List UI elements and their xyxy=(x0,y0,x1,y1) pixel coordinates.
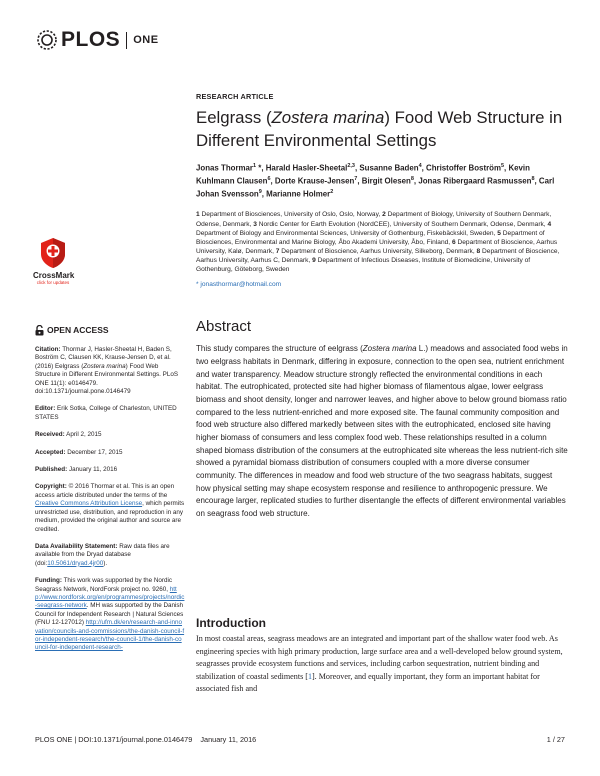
published-label: Published: xyxy=(35,466,68,474)
page-number: 1 / 27 xyxy=(546,735,565,744)
author-list xyxy=(196,161,568,200)
corresponding-email[interactable]: * jonasthormar@hotmail.com xyxy=(196,281,282,289)
introduction-heading: Introduction xyxy=(196,616,266,630)
affiliation-number: 1 xyxy=(196,211,200,219)
author-name: Birgit Olesen xyxy=(361,176,411,186)
author-affiliation-sup: 4 xyxy=(418,163,422,169)
affiliation-text: Department of Bioscience, Aarhus University, Kalø, Denmark, xyxy=(196,238,558,255)
article-title xyxy=(196,107,568,152)
abstract-italic: Zostera marina xyxy=(362,344,417,354)
published-block xyxy=(35,466,185,474)
author-separator: , xyxy=(354,163,360,173)
affiliation-list xyxy=(196,210,568,274)
author-affiliation-sup: 7 xyxy=(354,176,358,183)
author-affiliation-sup: 6 xyxy=(267,176,271,183)
copyright-text: © 2016 Thormar et al. This is an open access article distributed under the terms of the xyxy=(35,483,175,499)
author-separator: , xyxy=(421,163,427,173)
author-separator: , xyxy=(261,189,267,199)
author-affiliation-sup: 9 xyxy=(258,189,262,196)
abstract-part-1: This study compares the structure of eelgrass ( xyxy=(196,344,363,354)
abstract-text xyxy=(196,343,568,520)
article-main xyxy=(196,92,568,521)
affiliation-number: 2 xyxy=(382,211,386,219)
logo-sub: ONE xyxy=(133,34,159,46)
affiliation-text: Department of Bioscience, Aarhus University, Aarhus C, Denmark, xyxy=(196,248,560,265)
copyright-block xyxy=(35,483,185,533)
received-block xyxy=(35,431,185,439)
author-name: Jonas Thormar xyxy=(196,163,254,173)
accepted-block xyxy=(35,449,185,457)
affiliation-text: Department of Bioscience, Aarhus University, Silkeborg, Denmark, xyxy=(281,248,475,255)
author-name: Carl Johan Svensson xyxy=(196,176,555,199)
data-availability-text: Raw data files are available from the Dryad database (doi: xyxy=(35,542,170,567)
crossmark-badge[interactable] xyxy=(33,236,73,285)
citation-block xyxy=(35,346,185,396)
copyright-text-2: , which permits unrestricted use, distribution, and reproduction in any medium, provided the original author and source are credited. xyxy=(35,500,185,533)
article-type: RESEARCH ARTICLE xyxy=(196,92,274,101)
author-separator: *, xyxy=(256,163,266,173)
citation-label: Citation: xyxy=(35,346,61,353)
cc-license-link[interactable]: Creative Commons Attribution License xyxy=(35,500,143,508)
plos-logo-icon xyxy=(35,28,59,52)
affiliation-number: 7 xyxy=(275,248,280,255)
introduction-text xyxy=(196,633,568,696)
affiliation-text: Department of Biosciences, University of Oslo, Oslo, Norway, xyxy=(201,211,381,219)
published-date: January 11, 2016 xyxy=(68,466,118,474)
received-label: Received: xyxy=(35,431,65,439)
citation-italic: Zostera marina xyxy=(83,362,126,370)
ufm-link[interactable]: http://ufm.dk/en/research-and-innovation/councils-and-commissions/the-danish-council-for-independent-research/the-council-1/the-danish-council-for-independent-research- xyxy=(35,619,185,652)
crossmark-sub: click for updates xyxy=(36,280,70,285)
affiliation-number: 9 xyxy=(312,257,316,265)
author-affiliation-sup: 2 xyxy=(330,189,334,196)
reference-link-1[interactable]: 1 xyxy=(307,671,312,681)
author-affiliation-sup: 8 xyxy=(410,176,414,183)
open-access-label: OPEN ACCESS xyxy=(47,325,109,336)
citation-text: Thormar J, Hasler-Sheetal H, Baden S, Boström C, Clausen KK, Krause-Jensen D, et al. (2016) Eelgrass ( xyxy=(35,346,172,370)
page-footer xyxy=(35,735,565,744)
author-name: Dorte Krause-Jensen xyxy=(274,176,355,186)
editor-label: Editor: xyxy=(35,405,56,413)
affiliation-number: 6 xyxy=(451,238,456,246)
title-italic: Zostera marina xyxy=(271,108,385,127)
author-name: Jonas Ribergaard Rasmussen xyxy=(418,176,532,186)
author-name: Susanne Baden xyxy=(359,163,419,173)
author-name: Marianne Holmer xyxy=(266,189,331,199)
intro-part-2: ]. Moreover, and equally important, they form an important habitat for associated fish and xyxy=(196,671,540,694)
logo-text: PLOS xyxy=(61,28,121,51)
affiliation-text: Department of Biology, University of Southern Denmark, Odense, Denmark, xyxy=(196,211,552,228)
abstract-part-2: L.) meadows and associated food webs in two eelgrass habitats in Denmark, differing in exposure, connection to the open sea, nutrient enrichment and water transparency. Meadow structure strongly reflected the environmental conditions in each habitat. The eutrophicated, protected site had higher biomass of filamentous algae, lower eelgrass biomass and shoot density, longer and narrower leaves, and higher above to below ground biomass ratio compared to the less nutrient-enriched and more exposed site. The faunal community composition and food web structure also differed markedly between sites with the eutrophicated, enclosed site having higher biomass of consumers and less complex food web. These relationships resulted in a column shaped biomass distribution of the consumers at the eutrophicated site whereas the less nutrient-rich site showed a pyramidal biomass distribution of consumers coupled with a more diverse consumer community. The differences in meadow and food web structure of the two seagrass habitats, suggest how physical setting may shape ecosystem response and resilience to anthropogenic pressure. We encourage larger, replicated studies to further disentangle the effects of different environmental variables on seagrass food web structure. xyxy=(196,344,568,518)
author-separator: , xyxy=(504,163,509,173)
author-name: Harald Hasler-Sheetal xyxy=(265,163,348,173)
author-name: Christoffer Boström xyxy=(426,163,501,173)
open-lock-icon xyxy=(35,325,44,336)
author-name: Kevin Kuhlmann Clausen xyxy=(196,163,530,186)
author-affiliation-sup: 5 xyxy=(500,163,505,169)
funding-block xyxy=(35,577,185,653)
author-affiliation-sup: 1 xyxy=(253,163,257,169)
open-access-badge xyxy=(35,325,185,336)
affiliation-text: Department of Infectious Diseases, Institute of Biomedicine, University of Gothenburg, Göteborg, Sweden xyxy=(196,257,531,274)
funding-text-2: . MH was supported by the Danish Council for Independent Research | Natural Sciences (FNU 12-127012) xyxy=(35,602,184,627)
funding-label: Funding: xyxy=(35,577,62,585)
author-affiliation-sup: 8 xyxy=(531,176,535,183)
article-metadata-sidebar xyxy=(35,325,185,662)
nordforsk-link[interactable]: http://www.nordforsk.org/en/programmes/projects/nordic-seagrass-network xyxy=(35,585,185,610)
logo-divider xyxy=(126,32,127,49)
affiliation-number: 5 xyxy=(497,229,501,237)
affiliation-number: 4 xyxy=(547,220,552,228)
copyright-label: Copyright: xyxy=(35,483,67,491)
author-separator: , xyxy=(357,176,362,186)
abstract-heading: Abstract xyxy=(196,318,252,336)
accepted-date: December 17, 2015 xyxy=(67,448,123,456)
title-post: ) Food Web Structure in Different Environmental Settings xyxy=(196,108,563,150)
funding-text: This work was supported by the Nordic Seagrass Network, NordForsk project no. 9260, xyxy=(35,577,173,593)
citation-text-2: ) Food Web Structure in Different Environmental Settings. PLoS ONE 11(1): e0146479. doi:10.1371/journal.pone.0146479 xyxy=(35,362,179,396)
data-availability-text-2: ). xyxy=(103,559,108,567)
editor-block xyxy=(35,405,185,422)
data-availability-label: Data Availability Statement: xyxy=(35,542,118,550)
affiliation-text: Nordic Center for Earth Evolution (NordCEE), University of Southern Denmark, Odense, Denmark, xyxy=(258,220,546,228)
dryad-doi-link[interactable]: 10.5061/dryad.4jr00 xyxy=(47,559,104,567)
affiliation-text: Department of Biosciences, Environmental and Marine Biology, Åbo Akademi University, Åbo, Finland, xyxy=(196,229,545,246)
accepted-label: Accepted: xyxy=(35,448,66,456)
footer-citation: PLOS ONE | DOI:10.1371/journal.pone.0146479 January 11, 2016 xyxy=(35,735,257,744)
editor-text: Erik Sotka, College of Charleston, UNITED STATES xyxy=(35,405,177,421)
data-availability-block xyxy=(35,543,185,568)
intro-part-1: In most coastal areas, seagrass meadows are an integrated and important part of the shallow water food web. As engineering species with high primary production, large surface area and a well-developed below ground system, seagrasses provide ecosystem functions and services, including carbon sequestration, nutrient binding and stabilization of coastal sediments [ xyxy=(196,634,563,681)
affiliation-number: 8 xyxy=(476,248,481,255)
author-separator: , xyxy=(413,176,419,186)
plos-one-logo[interactable] xyxy=(35,28,159,52)
author-affiliation-sup: 2,3 xyxy=(347,163,355,169)
received-date: April 2, 2015 xyxy=(66,431,102,439)
author-separator: , xyxy=(270,176,275,186)
affiliation-number: 3 xyxy=(253,220,257,228)
crossmark-label: CrossMark xyxy=(33,271,75,280)
crossmark-icon xyxy=(37,236,69,270)
affiliation-text: Department of Biology and Environmental Sciences, University of Gothenburg, Fiskebäckskil, Sweden, xyxy=(196,229,496,237)
title-pre: Eelgrass ( xyxy=(196,108,272,127)
author-separator: , xyxy=(534,176,539,186)
